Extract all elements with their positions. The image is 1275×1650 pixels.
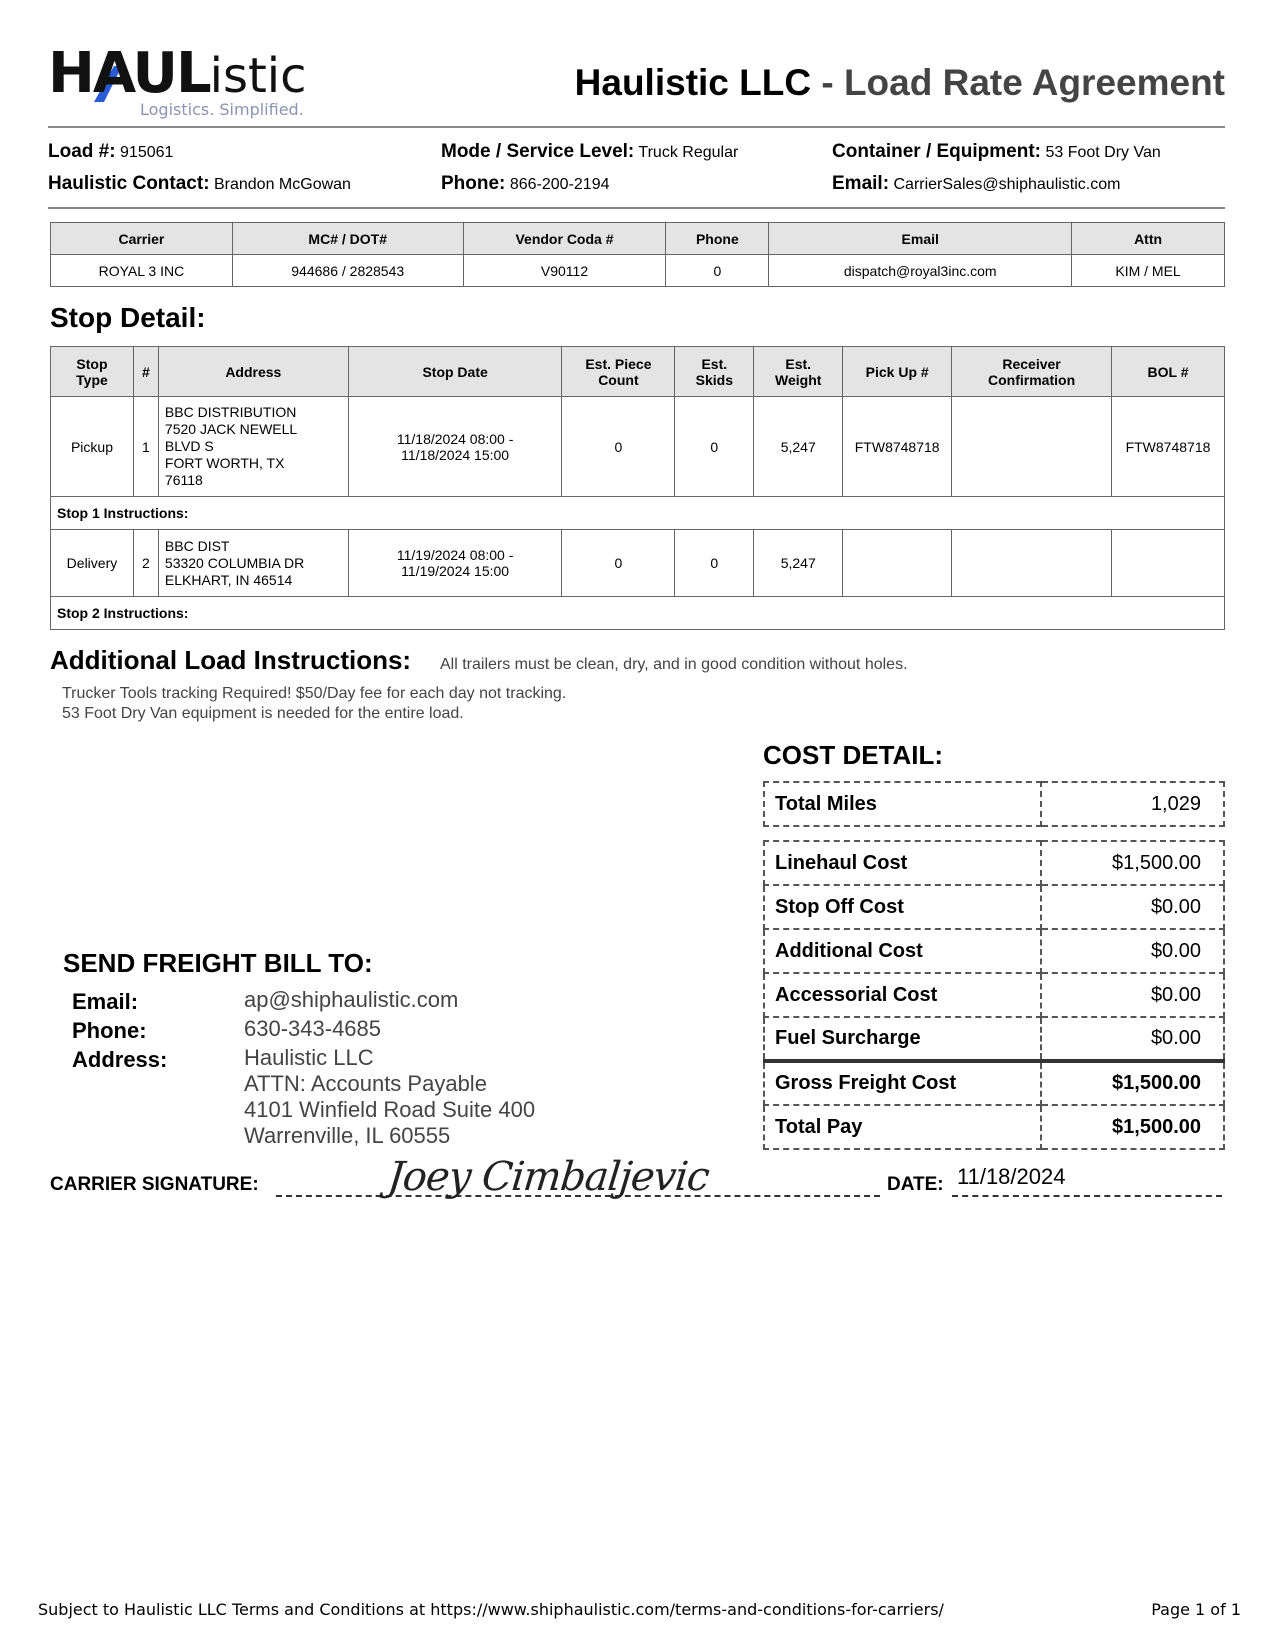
table-row: [764, 1061, 1224, 1105]
fuel-surcharge-label: Fuel Surcharge: [764, 1017, 1041, 1061]
title-company: Haulistic LLC: [574, 62, 812, 103]
freight-bill-email-label: Email:: [72, 989, 139, 1014]
table-row: [764, 929, 1224, 973]
table-row: [764, 782, 1224, 826]
linehaul-cost-value: $1,500.00: [1041, 841, 1224, 885]
carrier-name: ROYAL 3 INC: [51, 255, 233, 287]
freight-bill-address: Haulistic LLC ATTN: Accounts Payable 4101 Winfield Road Suite 400 Warrenville, IL 60555: [244, 1045, 536, 1148]
table-row: [51, 255, 1225, 287]
col-carrier: Carrier: [51, 223, 233, 255]
instruction-line: 53 Foot Dry Van equipment is needed for the entire load.: [62, 705, 464, 722]
signature-date: 11/18/2024: [957, 1164, 1066, 1189]
carrier-signature: Joey Cimbaljevic: [385, 1154, 711, 1200]
company-logo: [48, 41, 308, 124]
load-number: Load #: 915061: [48, 141, 174, 162]
carrier-table-header: [51, 223, 1225, 255]
stop-skids: 0: [675, 397, 754, 497]
table-row: [764, 885, 1224, 929]
table-row: [764, 841, 1224, 885]
cost-detail-title: COST DETAIL:: [763, 740, 944, 770]
stop-receiver-confirmation: [952, 530, 1112, 597]
col-bol: BOL #: [1112, 347, 1225, 397]
carrier-attn: KIM / MEL: [1072, 255, 1225, 287]
total-miles-label: Total Miles: [764, 782, 1041, 826]
col-piece-count: Est. Piece Count: [562, 347, 675, 397]
additional-cost-value: $0.00: [1041, 929, 1224, 973]
total-pay-label: Total Pay: [764, 1105, 1041, 1149]
stop-number: 2: [133, 530, 158, 597]
footer-terms: Subject to Haulistic LLC Terms and Conditions at https://www.shiphaulistic.com/terms-and-conditions-for-carriers/: [38, 1600, 944, 1619]
stop-type: Pickup: [51, 397, 134, 497]
additional-instructions-text: [62, 684, 566, 724]
freight-bill-phone-label: Phone:: [72, 1018, 147, 1043]
gross-freight-cost-value: $1,500.00: [1041, 1061, 1224, 1105]
haulistic-contact: Haulistic Contact: Brandon McGowan: [48, 173, 351, 194]
col-email: Email: [769, 223, 1072, 255]
col-phone: Phone: [666, 223, 769, 255]
accessorial-cost-value: $0.00: [1041, 973, 1224, 1017]
stop-skids: 0: [675, 530, 754, 597]
table-row: [764, 1105, 1224, 1149]
total-miles-value: 1,029: [1041, 782, 1224, 826]
additional-instructions-inline: All trailers must be clean, dry, and in good condition without holes.: [440, 656, 908, 673]
carrier-email: dispatch@royal3inc.com: [769, 255, 1072, 287]
fuel-surcharge-value: $0.00: [1041, 1017, 1224, 1061]
stop-bol: [1112, 530, 1225, 597]
table-row: [51, 597, 1225, 630]
stop-date: 11/18/2024 08:00 - 11/18/2024 15:00: [348, 397, 562, 497]
stop-weight: 5,247: [754, 397, 843, 497]
freight-bill-email: ap@shiphaulistic.com: [244, 987, 459, 1012]
table-row: [764, 1017, 1224, 1061]
stop-piece-count: 0: [562, 397, 675, 497]
stop-bol: FTW8748718: [1112, 397, 1225, 497]
total-miles-table: [763, 781, 1225, 827]
page-title: [575, 62, 1225, 104]
cost-breakdown-table: [763, 840, 1225, 1150]
col-skids: Est. Skids: [675, 347, 754, 397]
col-stop-number: #: [133, 347, 158, 397]
stop-receiver-confirmation: [952, 397, 1112, 497]
header-divider: [48, 126, 1225, 128]
logo-tagline: Logistics. Simplified.: [140, 100, 304, 119]
stop-date: 11/19/2024 08:00 - 11/19/2024 15:00: [348, 530, 562, 597]
table-row: [51, 497, 1225, 530]
carrier-vendor-coda: V90112: [463, 255, 666, 287]
page-number: Page 1 of 1: [1151, 1600, 1241, 1619]
col-pickup-number: Pick Up #: [843, 347, 952, 397]
instruction-line: Trucker Tools tracking Required! $50/Day fee for each day not tracking.: [62, 685, 567, 702]
stop-pickup-number: [843, 530, 952, 597]
info-divider: [48, 207, 1225, 209]
total-pay-value: $1,500.00: [1041, 1105, 1224, 1149]
date-line: [952, 1195, 1222, 1197]
table-row: [51, 397, 1225, 497]
freight-bill-phone: 630-343-4685: [244, 1016, 382, 1041]
stop-detail-table: [50, 346, 1225, 630]
col-receiver-confirmation: Receiver Confirmation: [952, 347, 1112, 397]
stop-off-cost-label: Stop Off Cost: [764, 885, 1041, 929]
logo-text-light: istic: [209, 48, 307, 104]
stop-address: BBC DISTRIBUTION 7520 JACK NEWELL BLVD S FORT WORTH, TX 76118: [158, 397, 348, 497]
carrier-signature-label: CARRIER SIGNATURE:: [50, 1174, 259, 1195]
contact-email: Email: CarrierSales@shiphaulistic.com: [832, 173, 1121, 194]
additional-instructions-title: Additional Load Instructions:: [50, 645, 412, 675]
logo-text-bold: HAUL: [48, 41, 210, 106]
table-row: [51, 530, 1225, 597]
stop-detail-title: Stop Detail:: [50, 302, 206, 333]
contact-phone: Phone: 866-200-2194: [441, 173, 610, 194]
carrier-table: [50, 222, 1225, 287]
freight-bill-title: SEND FREIGHT BILL TO:: [63, 948, 373, 978]
signature-date-label: DATE:: [887, 1174, 944, 1195]
stop-table-header: [51, 347, 1225, 397]
stop-weight: 5,247: [754, 530, 843, 597]
container-equipment: Container / Equipment: 53 Foot Dry Van: [832, 141, 1161, 162]
stop-pickup-number: FTW8748718: [843, 397, 952, 497]
additional-cost-label: Additional Cost: [764, 929, 1041, 973]
stop-piece-count: 0: [562, 530, 675, 597]
table-row: [764, 973, 1224, 1017]
mode-service-level: Mode / Service Level: Truck Regular: [441, 141, 739, 162]
stop-type: Delivery: [51, 530, 134, 597]
stop-off-cost-value: $0.00: [1041, 885, 1224, 929]
col-vendor-coda: Vendor Coda #: [463, 223, 666, 255]
col-address: Address: [158, 347, 348, 397]
col-stop-date: Stop Date: [348, 347, 562, 397]
stop-instructions: Stop 2 Instructions:: [51, 597, 1225, 630]
col-mc-dot: MC# / DOT#: [232, 223, 463, 255]
stop-address: BBC DIST 53320 COLUMBIA DR ELKHART, IN 46514: [158, 530, 348, 597]
title-document: - Load Rate Agreement: [811, 62, 1225, 103]
col-stop-type: Stop Type: [51, 347, 134, 397]
freight-bill-address-label: Address:: [72, 1047, 168, 1072]
stop-number: 1: [133, 397, 158, 497]
carrier-phone: 0: [666, 255, 769, 287]
linehaul-cost-label: Linehaul Cost: [764, 841, 1041, 885]
carrier-mc-dot: 944686 / 2828543: [232, 255, 463, 287]
accessorial-cost-label: Accessorial Cost: [764, 973, 1041, 1017]
stop-instructions: Stop 1 Instructions:: [51, 497, 1225, 530]
col-weight: Est. Weight: [754, 347, 843, 397]
col-attn: Attn: [1072, 223, 1225, 255]
gross-freight-cost-label: Gross Freight Cost: [764, 1061, 1041, 1105]
